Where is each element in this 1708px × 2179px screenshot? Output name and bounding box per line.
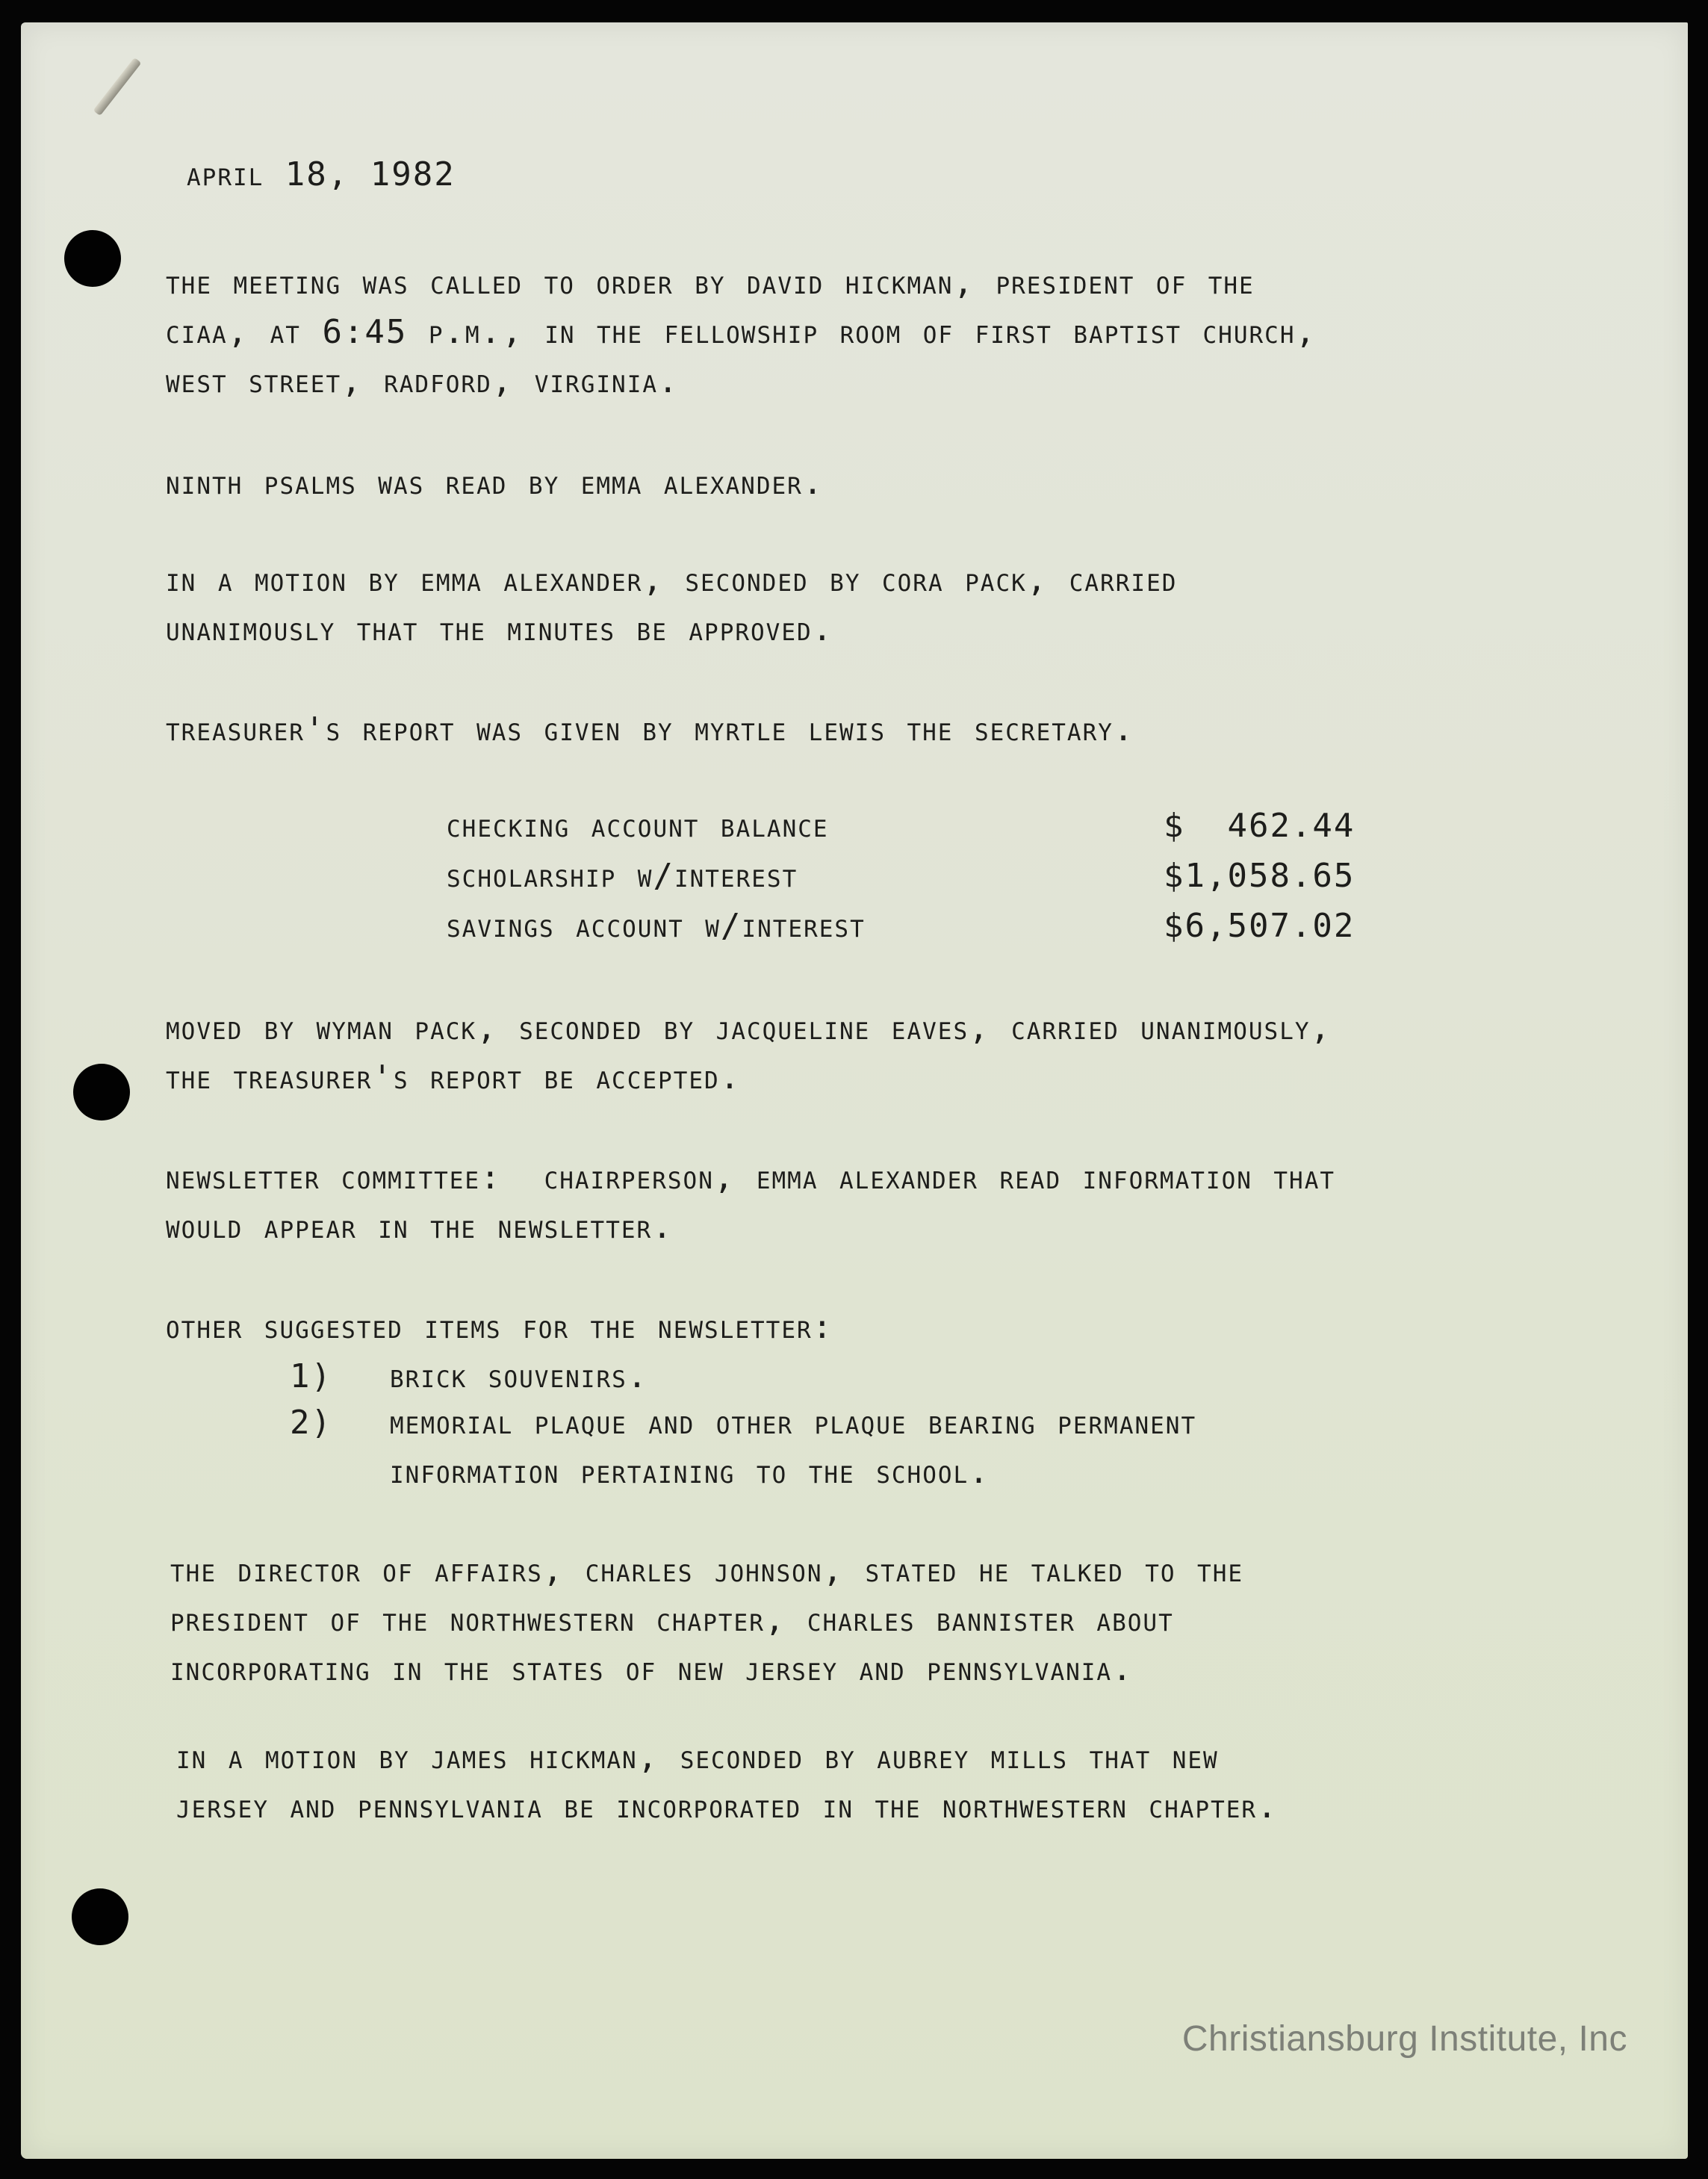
text-line: the director of affairs, charles johnson, stated he talked to the (170, 1552, 1244, 1590)
text-line: the treasurer's report be accepted. (166, 1058, 742, 1097)
text-line: memorial plaque and other plaque bearing permanent (390, 1404, 1197, 1442)
date-line: april 18, 1982 (187, 155, 456, 193)
account-label: checking account balance (447, 807, 829, 845)
punch-hole (72, 1888, 128, 1945)
text-line: in a motion by emma alexander, seconded by cora pack, carried (166, 561, 1178, 599)
text-line: moved by wyman pack, seconded by jacqueline eaves, carried unanimously, (166, 1009, 1332, 1047)
punch-hole (73, 1064, 130, 1121)
paragraph-treasurer-intro (166, 705, 1134, 754)
text-line: would appear in the newsletter. (166, 1208, 674, 1246)
account-amount: $1,058.65 (1164, 857, 1355, 895)
text-line: information pertaining to the school. (390, 1453, 990, 1491)
account-label: scholarship w/interest (447, 857, 798, 895)
text-line: the meeting was called to order by david hickman, president of the (166, 264, 1255, 302)
account-amount: $6,507.02 (1164, 907, 1355, 945)
account-amounts (1164, 801, 1355, 951)
watermark: Christiansburg Institute, Inc (1181, 2019, 1627, 2059)
text-line: treasurer's report was given by myrtle lewis the secretary. (166, 710, 1135, 748)
text-line: unanimously that the minutes be approved. (166, 610, 834, 648)
paragraph-newsletter (166, 1153, 1335, 1252)
other-items-heading: other suggested items for the newsletter: (166, 1308, 834, 1346)
text-line: incorporating in the states of new jersey and pennsylvania. (170, 1650, 1134, 1688)
punch-hole (64, 230, 121, 287)
list-item (290, 1352, 648, 1401)
paragraph-final-motion (176, 1733, 1279, 1832)
list-number: 1) (290, 1357, 332, 1395)
account-labels (447, 801, 866, 951)
text-line: brick souvenirs. (390, 1357, 649, 1395)
list-number: 2) (290, 1404, 332, 1442)
account-amount: $ 462.44 (1164, 807, 1355, 845)
list-item (290, 1398, 1196, 1497)
paragraph-minutes-motion (166, 556, 1177, 654)
text-line: jersey and pennsylvania be incorporated in the northwestern chapter. (176, 1788, 1279, 1826)
text-line: in a motion by james hickman, seconded by aubrey mills that new (176, 1738, 1219, 1776)
paragraph-call-to-order (166, 258, 1317, 406)
paragraph-treasurer-motion (166, 1004, 1332, 1103)
paragraph-director (170, 1546, 1243, 1694)
text-line: president of the northwestern chapter, charles bannister about (170, 1601, 1174, 1639)
paragraph-psalms (166, 459, 824, 508)
account-label: savings account w/interest (447, 907, 866, 945)
text-line: ninth psalms was read by emma alexander. (166, 464, 825, 502)
text-line: newsletter committee: chairperson, emma alexander read information that (166, 1159, 1336, 1197)
text-line: ciaa, at 6:45 p.m., in the fellowship room of first baptist church, (166, 313, 1317, 351)
text-line: west street, radford, virginia. (166, 362, 680, 400)
